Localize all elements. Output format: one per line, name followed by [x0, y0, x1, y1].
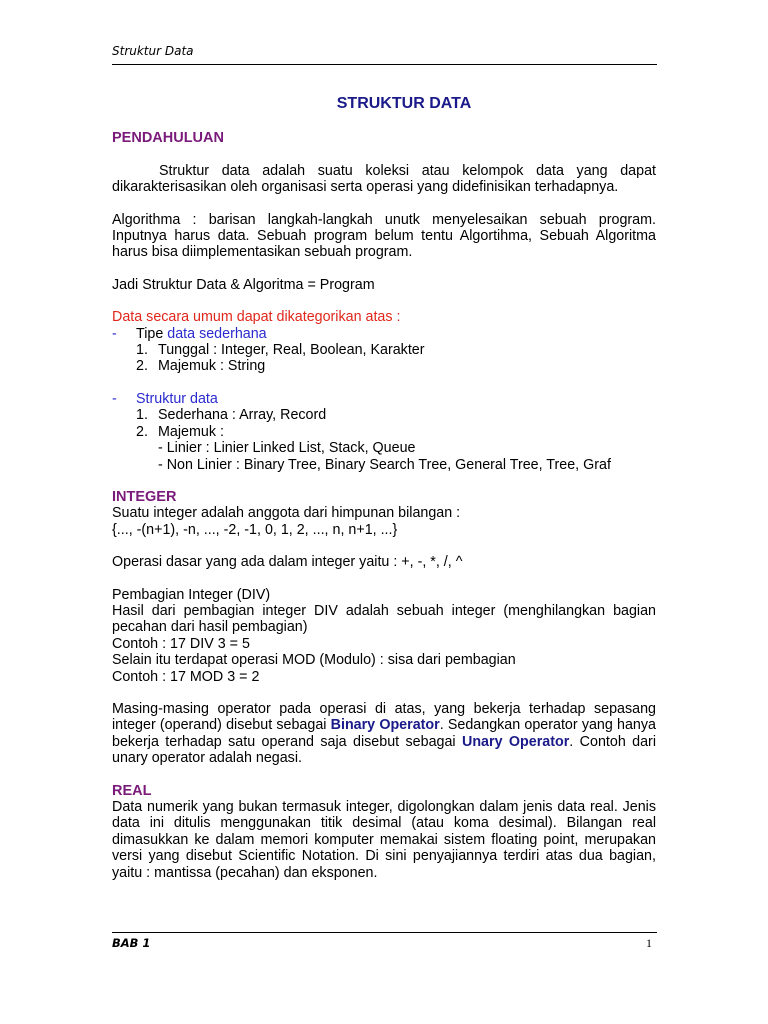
struktur-item-1: Sederhana : Array, Record — [158, 407, 327, 424]
mod-example: Contoh : 17 MOD 3 = 2 — [112, 668, 260, 685]
kategori-heading: Data secara umum dapat dikategorikan atas : — [112, 309, 401, 326]
header-rule — [112, 64, 657, 65]
list-item: 2. Majemuk : — [136, 423, 224, 440]
struktur-label: Struktur data — [136, 390, 218, 407]
list-item: 1. Tunggal : Integer, Real, Boolean, Karakter — [136, 342, 425, 359]
list-item-struktur — [112, 391, 656, 407]
footer-rule — [112, 932, 657, 933]
real-paragraph: Data numerik yang bukan termasuk integer, digolongkan dalam jenis data real. Jenis data ini ditulis menggunakan titik desimal (atau koma desimal). Bilangan real dimasukkan ke dalam memori komputer memakai sistem floating point, merupakan versi yang disebut Scientific Notation. Di sini penyajiannya terdiri atas dua bagian, yaitu : mantissa (pecahan) dan eksponen. — [112, 799, 656, 881]
page-number: 1 — [646, 936, 652, 950]
heading-real: REAL — [112, 782, 152, 799]
sub-item-linier: - Linier : Linier Linked List, Stack, Queue — [158, 440, 416, 457]
div-description: Hasil dari pembagian integer DIV adalah sebuah integer (menghilangkan bagian pecahan dari hasil pembagian) — [112, 602, 656, 636]
tipe-label: data sederhana — [167, 325, 267, 342]
operator-paragraph — [112, 701, 656, 767]
paragraph-program: Jadi Struktur Data & Algoritma = Program — [112, 276, 375, 293]
operator-text-b: . Sedangkan operator yang hanya bekerja terhadap satu operand saja disebut sebagai — [112, 717, 656, 750]
unary-operator-term: Unary Operator — [462, 733, 570, 750]
bullet-dash: - — [112, 325, 117, 342]
operator-text-c: . Contoh dari unary operator adalah negasi. — [112, 733, 656, 767]
integer-definition: Suatu integer adalah anggota dari himpunan bilangan : — [112, 505, 461, 522]
struktur-item-2: Majemuk : — [158, 423, 224, 440]
div-example: Contoh : 17 DIV 3 = 5 — [112, 635, 250, 652]
tipe-prefix: Tipe — [136, 325, 168, 342]
footer-chapter: BAB 1 — [112, 936, 151, 950]
page-title: STRUKTUR DATA — [336, 95, 472, 112]
mod-description: Selain itu terdapat operasi MOD (Modulo) : sisa dari pembagian — [112, 652, 516, 669]
tipe-item-2: Majemuk : String — [158, 358, 266, 375]
list-item-tipe — [112, 326, 656, 342]
heading-pendahuluan: PENDAHULUAN — [112, 130, 224, 147]
tipe-item-1: Tunggal : Integer, Real, Boolean, Karakter — [158, 342, 425, 359]
bullet-dash: - — [112, 390, 117, 407]
paragraph-definisi: Struktur data adalah suatu koleksi atau kelompok data yang dapat dikarakterisasikan oleh organisasi serta operasi yang didefinisikan terhadapnya. — [112, 162, 656, 196]
div-title: Pembagian Integer (DIV) — [112, 586, 271, 603]
page-content — [112, 96, 656, 881]
operator-text-a: Masing-masing operator pada operasi di atas, yang bekerja terhadap sepasang integer (operand) disebut sebagai — [112, 700, 656, 734]
binary-operator-term: Binary Operator — [330, 717, 440, 734]
paragraph-algoritma: Algorithma : barisan langkah-langkah unutk menyelesaikan sebuah program. Inputnya harus data. Sebuah program belum tentu Algortihma, Sebuah Algoritma harus bisa diimplementasikan sebuah program. — [112, 211, 656, 261]
integer-set: {..., -(n+1), -n, ..., -2, -1, 0, 1, 2, ..., n, n+1, ...} — [112, 521, 398, 538]
list-item: 2. Majemuk : String — [136, 358, 266, 375]
sub-item-non-linier: - Non Linier : Binary Tree, Binary Search Tree, General Tree, Tree, Graf — [158, 456, 611, 473]
list-item: 1. Sederhana : Array, Record — [136, 407, 327, 424]
integer-operations: Operasi dasar yang ada dalam integer yaitu : +, -, *, /, ^ — [112, 554, 463, 571]
heading-integer: INTEGER — [112, 488, 177, 505]
running-header: Struktur Data — [112, 44, 194, 58]
